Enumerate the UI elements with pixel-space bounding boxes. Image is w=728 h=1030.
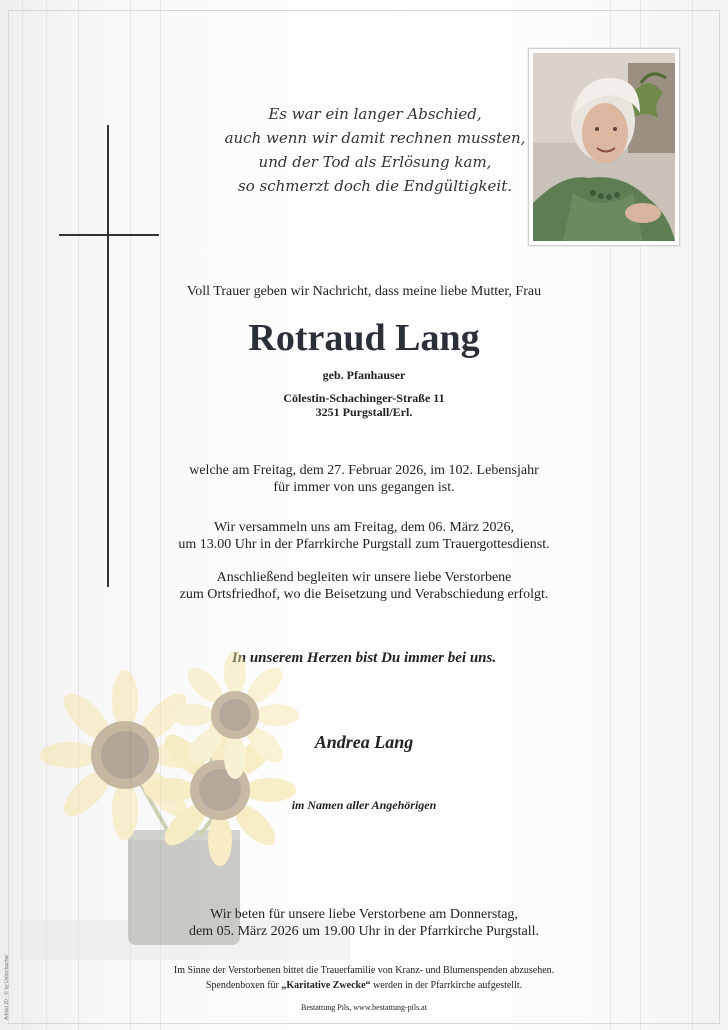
footer-text: werden in der Pfarrkirche aufgestellt. [370, 980, 523, 991]
poem-line: so schmerzt doch die Endgültigkeit. [238, 177, 512, 195]
undertaker: Bestattung Pils, www.bestattung-pils.at [301, 1003, 427, 1012]
footer-text: Spendenboxen für [205, 980, 282, 991]
poem-line: auch wenn wir damit rechnen mussten, [224, 129, 526, 147]
intro-text: Voll Trauer geben wir Nachricht, dass meine liebe Mutter, Frau [186, 284, 542, 299]
prayer-line: dem 05. März 2026 um 19.00 Uhr in der Pfarrkirche Purgstall. [188, 924, 540, 939]
service-line: um 13.00 Uhr in der Pfarrkirche Purgstall zum Trauergottesdienst. [178, 537, 550, 552]
cross-bar [59, 234, 159, 236]
poem-line: und der Tod als Erlösung kam, [258, 153, 492, 171]
birth-name: geb. Pfanhauser [322, 368, 406, 382]
death-notice-line: für immer von uns gegangen ist. [273, 480, 455, 495]
footer-charity: „Karitative Zwecke“ [281, 980, 371, 991]
mourner-name: Andrea Lang [314, 732, 414, 752]
motto: In unserem Herzen bist Du immer bei uns. [231, 650, 497, 666]
burial-line: Anschließend begleiten wir unsere liebe Verstorbene [216, 570, 512, 585]
address-city: 3251 Purgstall/Erl. [315, 405, 413, 419]
mourner-note: im Namen aller Angehörigen [291, 798, 437, 812]
poem [200, 102, 550, 198]
side-note: Artikel 20 · © by Ueberbacher [4, 954, 10, 1020]
service-line: Wir versammeln uns am Freitag, dem 06. März 2026, [214, 520, 514, 535]
poem-line: Es war ein langer Abschied, [268, 105, 482, 123]
address-street: Cölestin-Schachinger-Straße 11 [283, 391, 445, 405]
prayer-line: Wir beten für unsere liebe Verstorbene am Donnerstag, [210, 907, 518, 922]
portrait-photo [528, 48, 680, 246]
burial-line: zum Ortsfriedhof, wo die Beisetzung und Verabschiedung erfolgt. [179, 587, 549, 602]
footer-donation-boxes [0, 979, 728, 993]
deceased-name: Rotraud Lang [248, 317, 480, 359]
portrait-image [533, 53, 675, 241]
footer-donation-note: Im Sinne der Verstorbenen bittet die Trauerfamilie von Kranz- und Blumenspenden abzusehen. [173, 965, 555, 976]
death-notice-line: welche am Freitag, dem 27. Februar 2026, im 102. Lebensjahr [189, 463, 539, 478]
